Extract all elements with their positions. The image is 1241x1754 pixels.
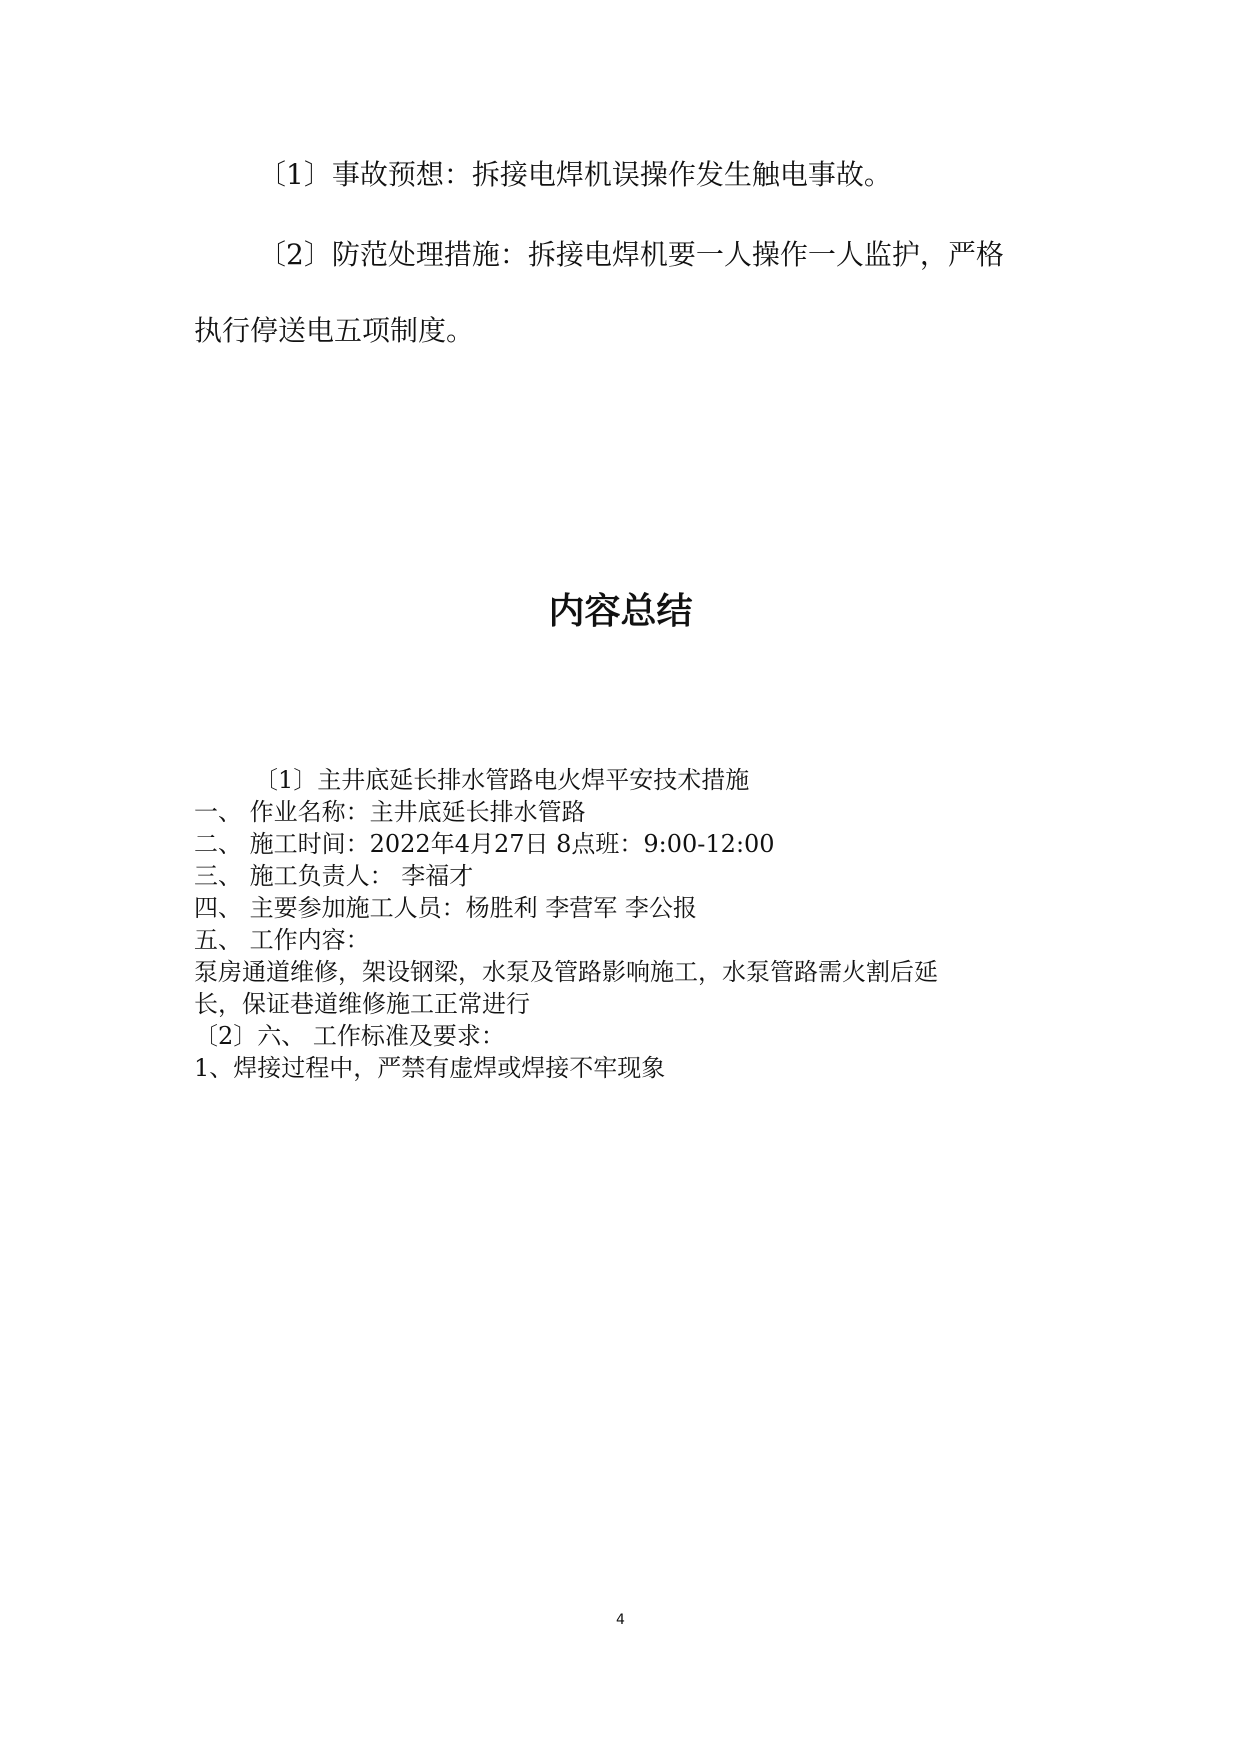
- summary-line-participants: 四、 主要参加施工人员：杨胜利 李营军 李公报: [194, 894, 697, 922]
- prevention-measures-paragraph: 〔2〕防范处理措施：拆接电焊机要一人操作一人监护，严格: [258, 238, 1004, 271]
- summary-line-standard-1: 1、焊接过程中，严禁有虚焊或焊接不牢现象: [194, 1054, 666, 1082]
- summary-line-work-content-2: 长，保证巷道维修施工正常进行: [194, 990, 530, 1018]
- summary-line-heading: 〔1〕主井底延长排水管路电火焊平安技术措施: [254, 766, 750, 794]
- summary-line-work-content-label: 五、 工作内容：: [194, 926, 370, 954]
- summary-line-person-in-charge: 三、 施工负责人： 李福才: [194, 862, 474, 890]
- summary-line-standards-label: 〔2〕六、 工作标准及要求：: [194, 1022, 505, 1050]
- summary-line-work-time: 二、 施工时间：2022年4月27日 8点班：9:00-12:00: [194, 830, 775, 858]
- summary-line-work-content-1: 泵房通道维修，架设钢梁，水泵及管路影响施工，水泵管路需火割后延: [194, 958, 938, 986]
- page-number: 4: [616, 1612, 625, 1628]
- summary-title: 内容总结: [548, 591, 693, 632]
- prevention-measures-continuation: 执行停送电五项制度。: [194, 314, 475, 347]
- accident-forecast-paragraph: 〔1〕事故预想：拆接电焊机误操作发生触电事故。: [258, 158, 892, 191]
- summary-line-work-name: 一、 作业名称：主井底延长排水管路: [194, 798, 586, 826]
